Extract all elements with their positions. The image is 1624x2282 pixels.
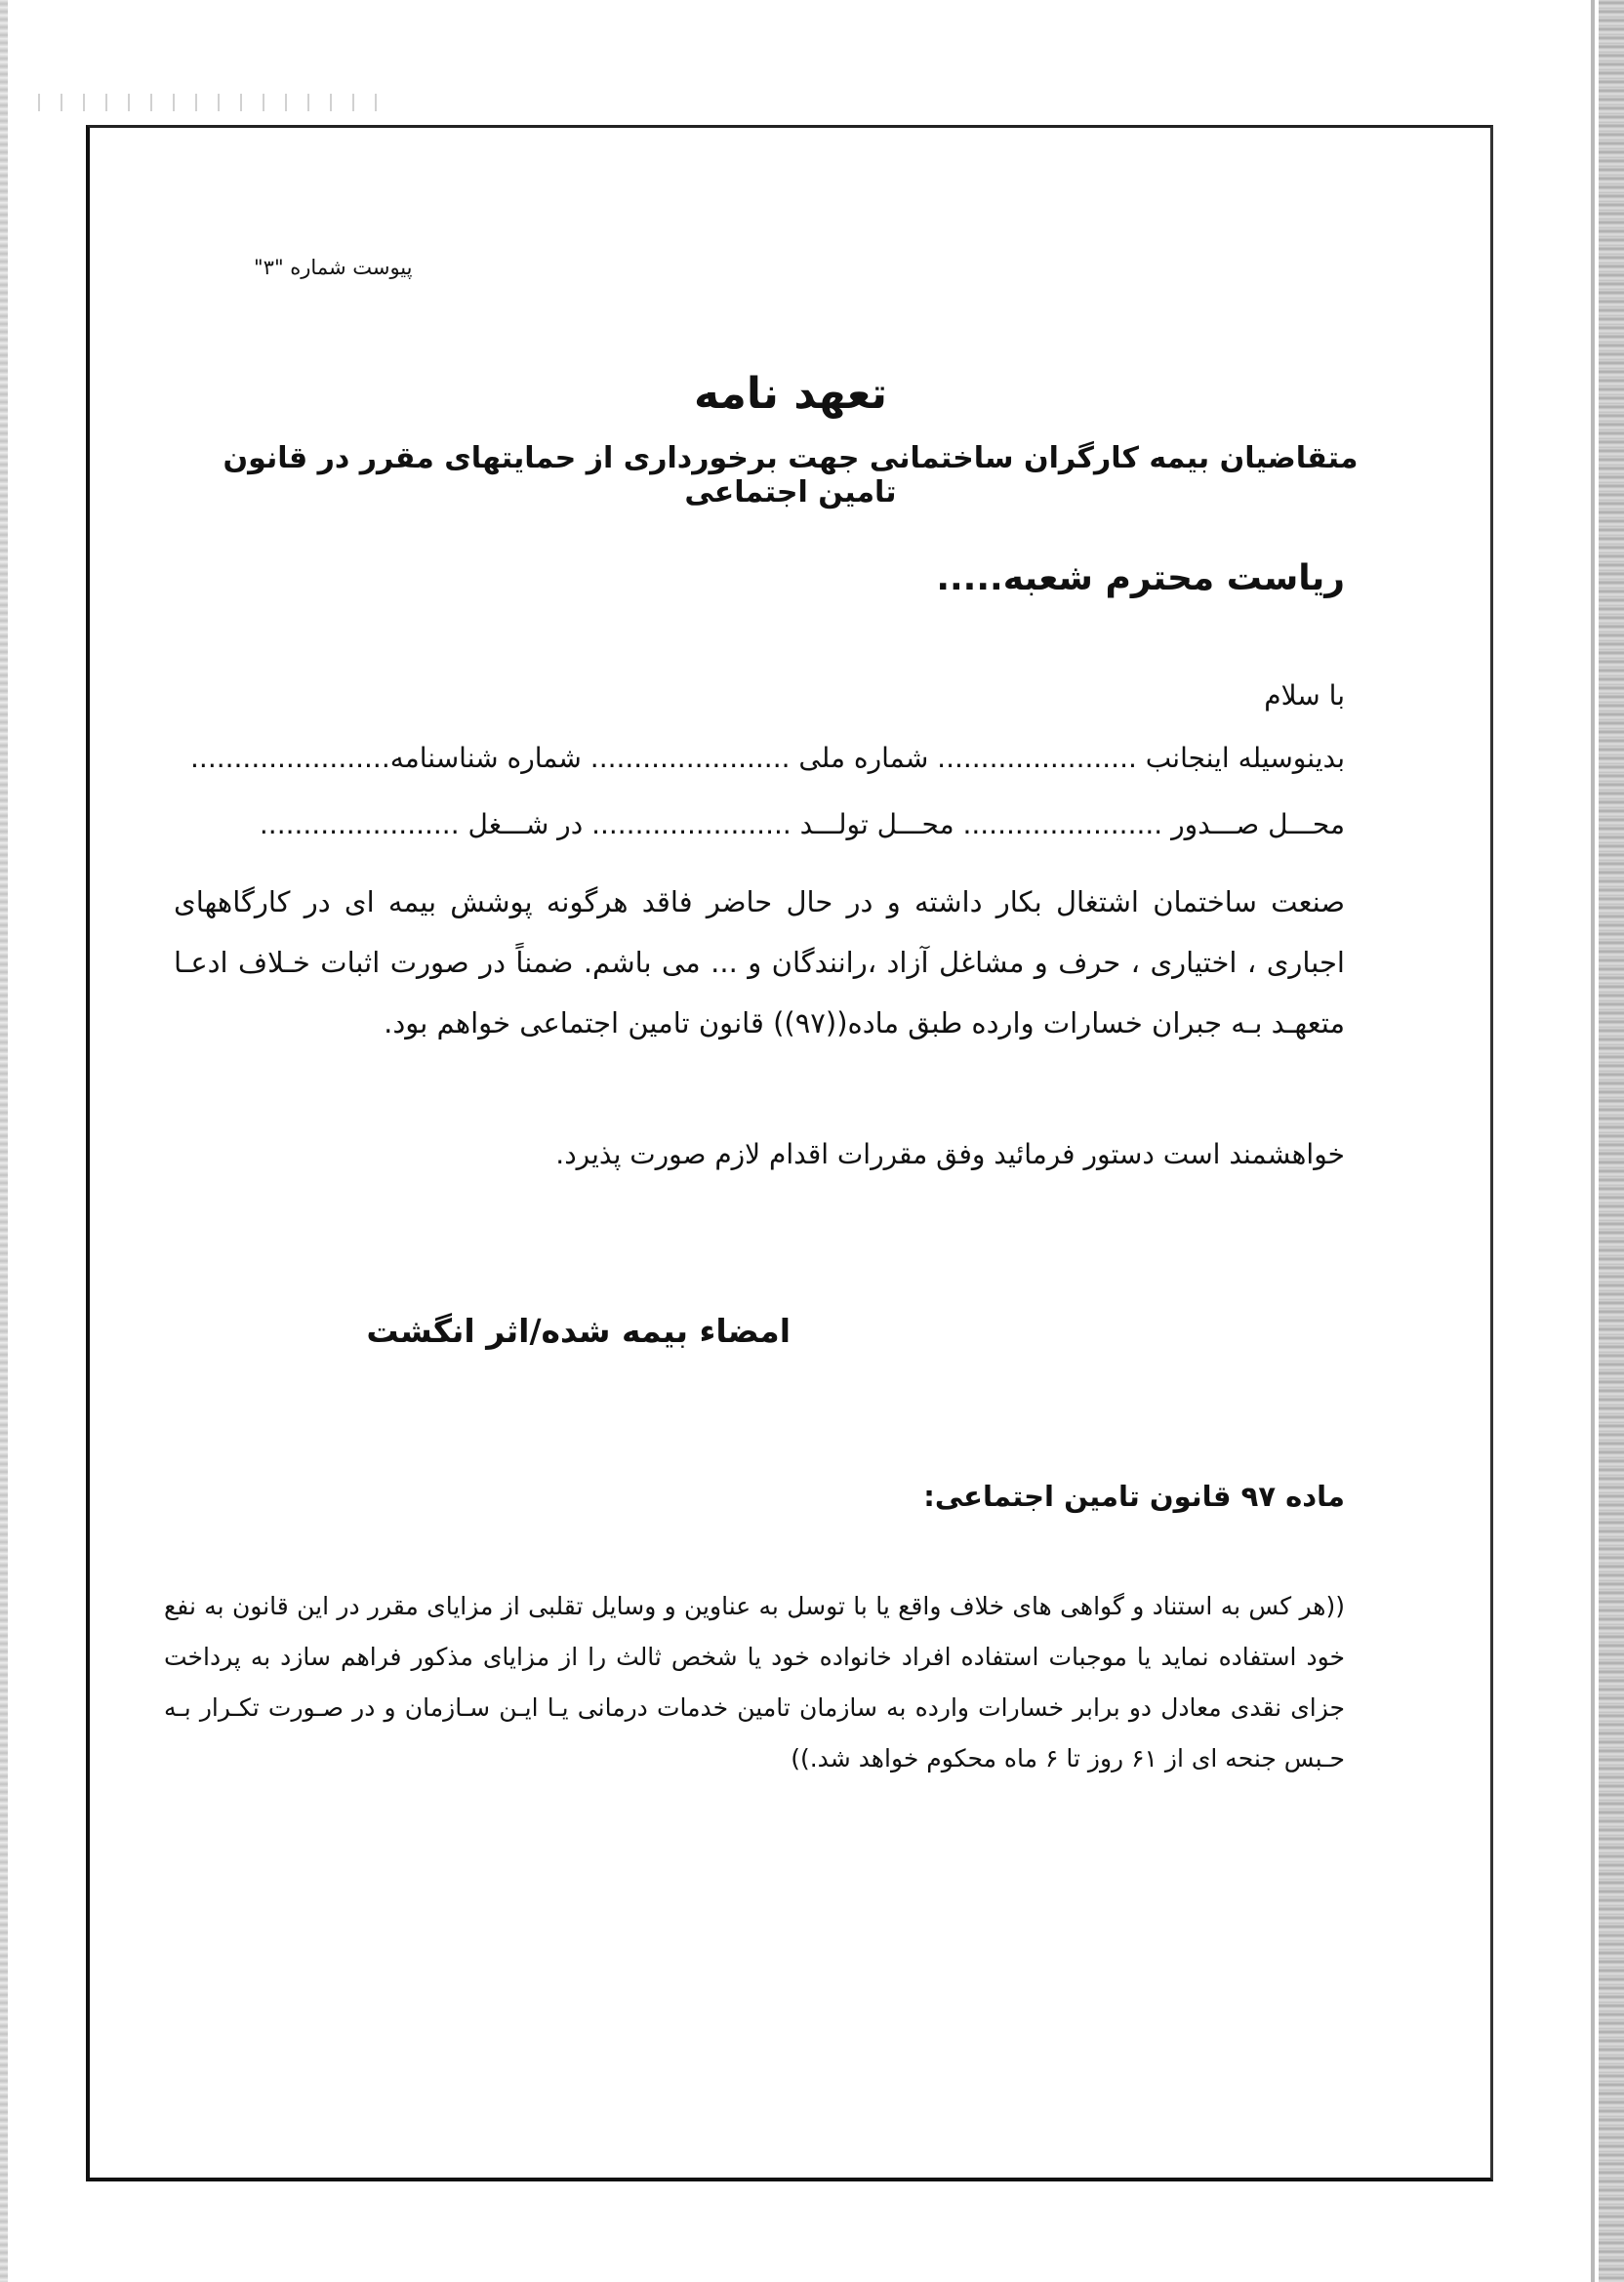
request-line: خواهشمند است دستور فرمائید وفق مقررات اقدام لازم صورت پذیرد. — [555, 1138, 1345, 1170]
identity-fields-line: بدینوسیله اینجانب ....................... شماره ملی ....................... شماره شناسنامه....................... — [190, 742, 1345, 774]
scan-edge-right — [1599, 0, 1624, 2282]
birthplace-fields-line: محـــل صـــدور ....................... محـــل تولـــد ....................... در شـــغل ....................... — [259, 808, 1345, 840]
attachment-number: پیوست شماره "۳" — [254, 256, 413, 279]
article-text: ((هر کس به استناد و گواهی های خلاف واقع یا با توسل به عناوین و وسایل تقلبی از مزایای مقرر در این قانون به نفع خود استفاده نماید یا موجبات استفاده افراد خانواده خود یا شخص ثالث را از مزایای مذکور فراهم سازد به پرداخت جزای نقدی معادل دو برابر خسارات وارده به سازمان تامین خدمات درمانی یـا ایـن سـازمان و در صـورت تکـرار بـه حـبس جنحه ای از ۶۱ روز تا ۶ ماه محکوم خواهد شد.)) — [164, 1592, 1345, 1773]
scan-edge-left — [0, 0, 8, 2282]
addressee: ریاست محترم شعبه..... — [936, 558, 1345, 598]
scan-noise — [29, 94, 381, 111]
article-title: ماده ۹۷ قانون تامین اجتماعی: — [923, 1480, 1345, 1513]
document-title: تعهد نامه — [693, 369, 888, 419]
scan-edge-line — [1591, 0, 1595, 2282]
greeting: با سلام — [1264, 679, 1345, 712]
document-subtitle: متقاضیان بیمه کارگران ساختمانی جهت برخورداری از حمایتهای مقرر در قانون تامین اجتماعی — [223, 441, 1359, 509]
commitment-paragraph: صنعت ساختمان اشتغال بکار داشته و در حال حاضر فاقد هرگونه پوشش بیمه ای در کارگاههای اجباری ، اختیاری ، حرف و مشاغل آزاد ،رانندگان و ... می باشم. ضمناً در صورت اثبات خـلاف ادعـا متعهـد بـه جبران خسارات وارده طبق ماده((۹۷)) قانون تامین اجتماعی خواهم بود. — [174, 885, 1345, 1039]
signature-label: امضاء بیمه شده/اثر انگشت — [366, 1312, 791, 1350]
